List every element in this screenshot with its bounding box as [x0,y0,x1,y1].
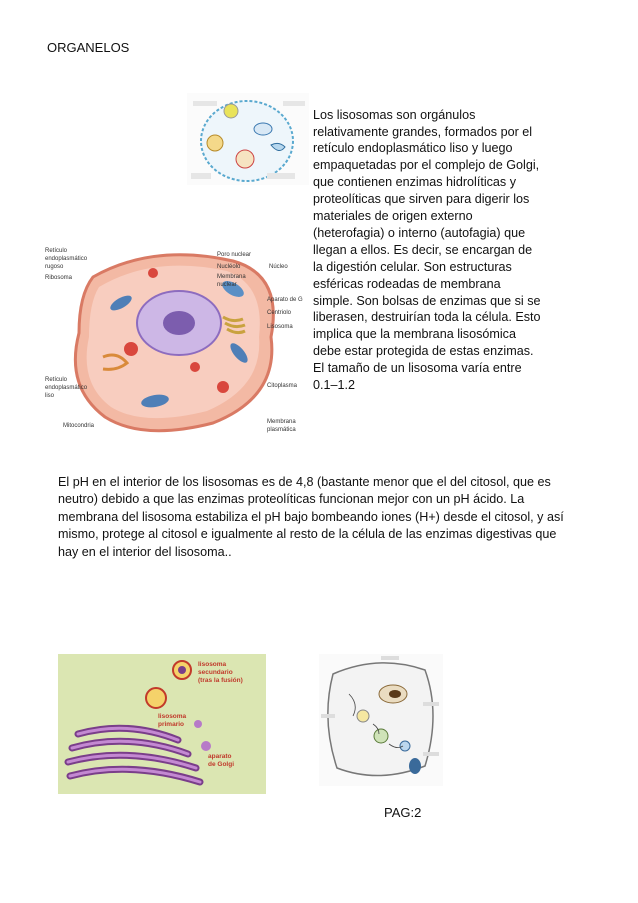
svg-text:rugoso: rugoso [45,264,64,270]
animal-cell-diagram-image [43,237,311,447]
page-number: PAG:2 [384,805,422,820]
svg-text:secundario: secundario [198,669,233,676]
svg-text:endoplasmático: endoplasmático [45,256,88,262]
svg-text:Retículo: Retículo [45,248,68,254]
svg-text:(tras la fusión): (tras la fusión) [198,677,243,684]
svg-text:Lisosoma: Lisosoma [267,324,293,330]
page-heading: ORGANELOS [47,40,130,55]
svg-text:plasmática: plasmática [267,427,296,433]
svg-text:Aparato de G: Aparato de G [267,297,303,303]
svg-text:endoplasmático: endoplasmático [45,385,88,391]
lysosome-pathway-image [319,654,443,786]
svg-text:Mitocondria: Mitocondria [63,423,95,429]
svg-text:aparato: aparato [208,753,232,760]
svg-text:Membrana: Membrana [217,274,246,280]
svg-text:Centriolo: Centriolo [267,310,292,316]
svg-text:Nucléolo: Nucléolo [217,264,241,270]
lysosome-schematic-image [187,93,309,185]
svg-text:lisosoma: lisosoma [198,661,227,668]
svg-text:lisosoma: lisosoma [158,713,187,720]
svg-text:Citoplasma: Citoplasma [267,383,298,389]
svg-text:Retículo: Retículo [45,377,68,383]
lysosome-description: Los lisosomas son orgánulos relativamente grandes, formados por el retículo endoplasmático liso y luego empaquetadas por el complejo de Golgi, que contienen enzimas hidrolíticas y proteolíticas que sirven para digerir los materiales de origen externo (heterofagia) o interno (autofagia) que llegan a ellos. Es decir, se encargan de la digestión celular. Son estructuras esféricas rodeadas de membrana simple. Son bolsas de enzimas que si se liberasen, destruirían toda la célula. Esto implica que la membrana lisosómica debe estar protegida de estas enzimas. El tamaño de un lisosoma varía entre 0.1–1.2 [313,107,541,393]
svg-text:Núcleo: Núcleo [269,264,288,270]
ph-description: El pH en el interior de los lisosomas es de 4,8 (bastante menor que el del citosol, que es neutro) debido a que las enzimas proteolíticas funcionan mejor con un pH ácido. La membrana del lisosoma estabiliza el pH bajo bombeando iones (H+) desde el citosol, y así mismo, protege al citosol e igualmente al resto de la célula de las enzimas digestivas que hay en el interior del lisosoma.. [58,474,564,559]
svg-text:primario: primario [158,721,185,728]
svg-text:Membrana: Membrana [267,419,296,425]
svg-text:Ribosoma: Ribosoma [45,275,73,281]
golgi-lysosome-image [58,654,266,794]
svg-text:nuclear: nuclear [217,282,237,288]
svg-text:liso: liso [45,393,55,399]
svg-text:de Golgi: de Golgi [208,761,234,768]
svg-text:Poro nuclear: Poro nuclear [217,252,252,258]
